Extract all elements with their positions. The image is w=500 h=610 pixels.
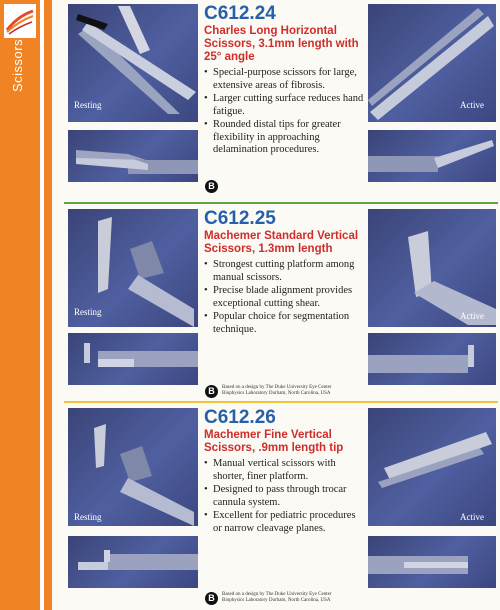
brand-logo: [4, 4, 36, 38]
active-label: Active: [460, 311, 484, 321]
resting-side-photo: [68, 536, 198, 588]
product-code: C612.25: [204, 208, 276, 229]
resting-label: Resting: [74, 100, 102, 110]
product-details: [204, 408, 366, 536]
section-divider: [64, 202, 498, 204]
active-photo: [368, 408, 496, 526]
feature-item: • Larger cutting surface reduces hand fatigue.: [204, 93, 366, 118]
feature-item: • Precise blade alignment provides exceptional cutting shear.: [204, 285, 366, 310]
active-side-photo: [368, 333, 496, 385]
active-side-photo: [368, 536, 496, 588]
feature-item: • Popular choice for segmentation technique.: [204, 311, 366, 336]
resting-side-photo: [68, 333, 198, 385]
resting-side-photo: [68, 130, 198, 182]
active-side-photo: [368, 130, 496, 182]
section-divider: [64, 401, 498, 403]
feature-item: • Rounded distal tips for greater flexibility in approaching delamination procedures.: [204, 119, 366, 157]
product-title: Charles Long Horizontal Scissors, 3.1mm length with 25° angle: [204, 25, 359, 63]
resting-photo: [68, 408, 198, 526]
b-badge-icon: B: [205, 385, 218, 398]
product-c612-25: [64, 205, 498, 400]
b-badge-icon: B: [205, 592, 218, 605]
active-label: Active: [460, 512, 484, 522]
product-title: Machemer Fine Vertical Scissors, .9mm length tip: [204, 429, 344, 454]
feature-item: • Excellent for pediatric procedures or narrow cleavage planes.: [204, 510, 366, 535]
sidebar-stripe: [40, 0, 44, 610]
feature-list: [204, 458, 366, 535]
feature-list: [204, 67, 366, 157]
feature-list: [204, 259, 366, 336]
design-credit-note: Based on a design by The Duke University Eye Center Biophysics Laboratory Durham, North Carolina, USA: [222, 385, 332, 396]
product-c612-26: [64, 404, 498, 610]
active-photo: [368, 4, 496, 122]
design-credit-note: Based on a design by The Duke University Eye Center Biophysics Laboratory Durham, North Carolina, USA: [222, 592, 332, 603]
product-code: C612.26: [204, 407, 276, 428]
active-label: Active: [460, 100, 484, 110]
product-c612-24: [64, 0, 498, 200]
b-badge-icon: B: [205, 180, 218, 193]
resting-photo: [68, 209, 198, 327]
active-photo: [368, 209, 496, 327]
product-title: Machemer Standard Vertical Scissors, 1.3mm length: [204, 230, 359, 255]
product-details: [204, 209, 366, 337]
feature-item: • Manual vertical scissors with shorter, finer platform.: [204, 458, 366, 483]
category-sidebar: [0, 0, 52, 610]
resting-label: Resting: [74, 307, 102, 317]
feature-item: • Designed to pass through trocar cannula system.: [204, 484, 366, 509]
category-label: Scissors: [10, 38, 25, 92]
feature-item: • Special-purpose scissors for large, extensive areas of fibrosis.: [204, 67, 366, 92]
feature-item: • Strongest cutting platform among manual scissors.: [204, 259, 366, 284]
product-details: [204, 4, 366, 158]
resting-label: Resting: [74, 512, 102, 522]
resting-photo: [68, 4, 198, 122]
product-code: C612.24: [204, 3, 276, 24]
